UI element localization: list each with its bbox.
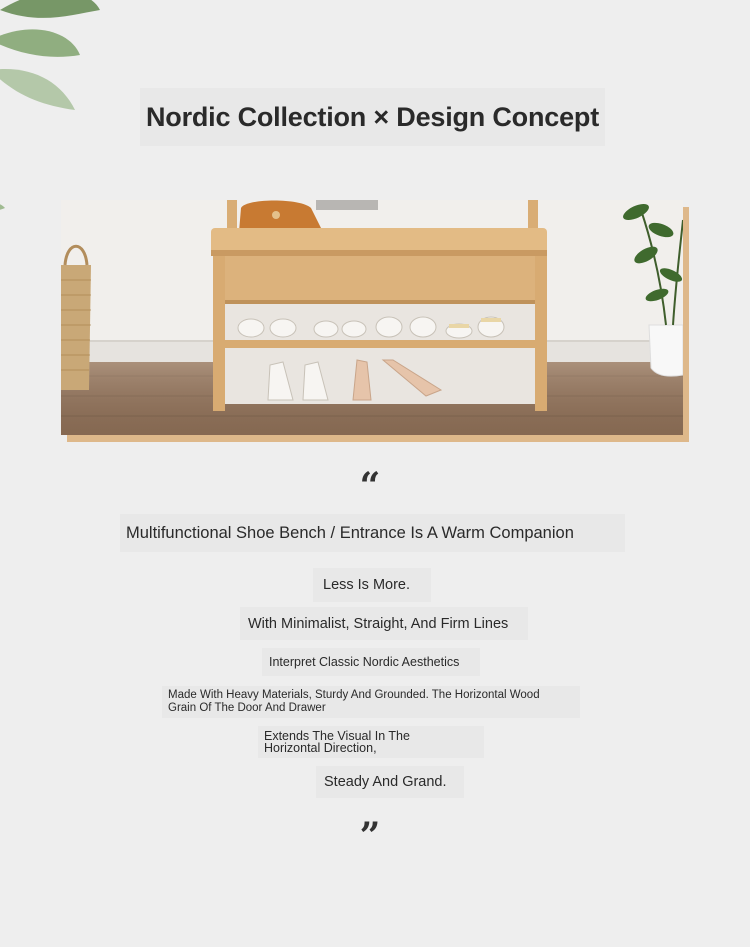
headline-box [120,514,625,552]
open-quote-icon: “ [359,465,381,507]
copy-line-1-text: Less Is More. [323,577,411,593]
close-quote-icon: ” [359,815,381,857]
copy-line-6-text: Steady And Grand. [324,774,447,790]
copy-line-3-text: Interpret Classic Nordic Aesthetics [269,655,460,669]
page-title: Nordic Collection × Design Concept [145,101,599,132]
copy-line-5-text: Extends The Visual In The Horizontal Direction, [264,729,410,755]
copy-line-4-text: Made With Heavy Materials, Sturdy And Grounded. The Horizontal Wood Grain Of The Door And Drawer [168,689,540,714]
shoe-bench-illustration [61,200,683,435]
copy-line-3 [262,648,480,676]
copy-line-1 [313,568,431,602]
leaf-tip-icon [0,190,20,230]
title-banner [140,88,605,146]
plant-leaf-icon [0,0,160,140]
copy-line-5 [258,726,484,758]
shoe-bench-photo [61,200,683,435]
headline-text: Multifunctional Shoe Bench / Entrance Is A Warm Companion [126,523,574,542]
copy-line-2-text: With Minimalist, Straight, And Firm Lines [248,615,509,632]
copy-line-2 [240,607,528,640]
copy-line-6 [316,766,464,798]
copy-line-4 [162,686,580,718]
